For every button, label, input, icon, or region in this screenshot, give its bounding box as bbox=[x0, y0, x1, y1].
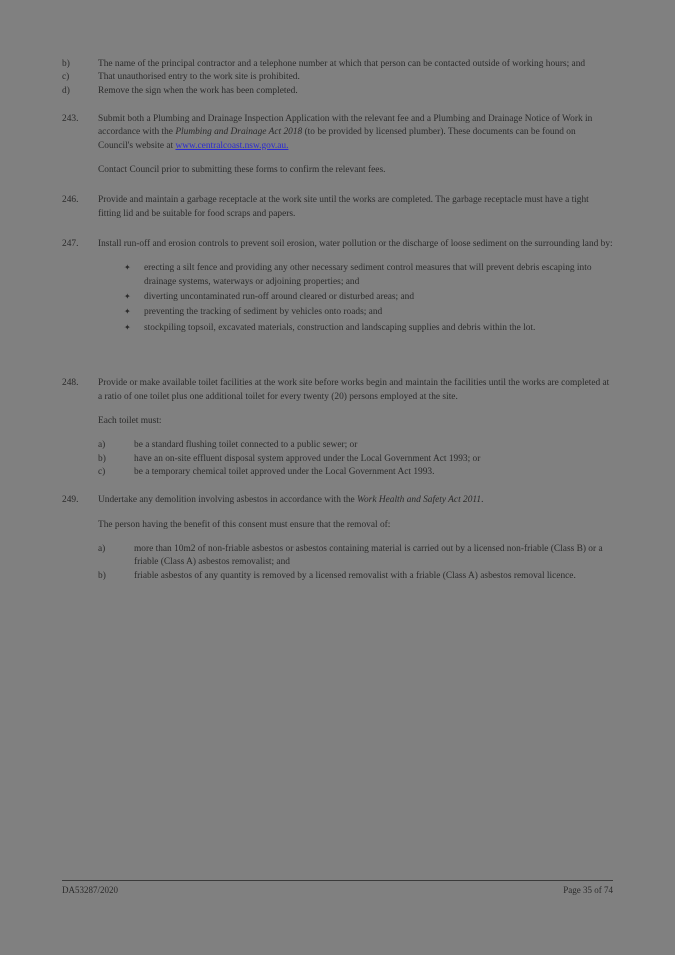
clause-text: Install run-off and erosion controls to prevent soil erosion, water pollution or the discharge of loose sediment on the surrounding land by: bbox=[98, 239, 613, 250]
list-item-label: c) bbox=[62, 72, 70, 83]
list-item-text: Remove the sign when the work has been completed. bbox=[98, 85, 298, 96]
clause-248 bbox=[62, 377, 613, 428]
list-item-label: b) bbox=[62, 59, 70, 69]
clause-247 bbox=[62, 238, 613, 251]
list-item bbox=[62, 85, 613, 98]
list-item-text: be a standard flushing toilet connected to a public sewer; or bbox=[134, 440, 358, 451]
bullet-text: stockpiling topsoil, excavated materials, construction and landscaping supplies and debris within the lot. bbox=[144, 322, 536, 333]
list-item bbox=[62, 58, 613, 71]
clause-number: 243. bbox=[62, 114, 79, 125]
bullet-text: erecting a silt fence and providing any other necessary sediment control measures that will prevent debris escaping into drainage systems, waterways or adjoining properties; and bbox=[144, 263, 592, 287]
list-item-text: friable asbestos of any quantity is removed by a licensed removalist with a friable (Class A) asbestos removal licence. bbox=[134, 570, 576, 581]
page-footer bbox=[62, 880, 613, 897]
bullet-item bbox=[124, 262, 613, 289]
clause-number: 246. bbox=[62, 195, 79, 206]
footer-document-reference: DA53287/2020 bbox=[62, 885, 118, 896]
list-item bbox=[98, 466, 613, 479]
clause-text-part1: Undertake any demolition involving asbestos in accordance with the bbox=[98, 495, 358, 506]
list-item-label: b) bbox=[98, 453, 106, 464]
list-item-label: c) bbox=[98, 466, 106, 477]
list-item-label: d) bbox=[62, 85, 70, 96]
diamond-bullet-icon: ✦ bbox=[124, 263, 131, 273]
bullet-text: diverting uncontaminated run-off around cleared or disturbed areas; and bbox=[144, 292, 415, 303]
clause-248-alpha-list bbox=[98, 439, 613, 479]
clause-247-bullets bbox=[124, 262, 613, 335]
council-website-link[interactable]: www.centralcoast.nsw.gov.au. bbox=[175, 140, 289, 151]
spacer bbox=[62, 337, 613, 377]
list-item bbox=[62, 71, 613, 84]
clause-text-part2: (to be provided by licensed plumber). These documents can be found on Council's website at bbox=[98, 127, 576, 151]
clause-body: Provide and maintain a garbage receptacle at the work site until the works are completed. The garbage receptacle must have a tight fitting lid and be suitable for food scraps and papers. bbox=[98, 195, 589, 219]
clause-249 bbox=[62, 494, 613, 532]
top-lettered-list bbox=[62, 58, 613, 98]
list-item bbox=[98, 543, 613, 570]
clause-243-follow: Contact Council prior to submitting these forms to confirm the relevant fees. bbox=[98, 165, 386, 176]
clause-body bbox=[98, 494, 613, 532]
diamond-bullet-icon: ✦ bbox=[124, 292, 131, 302]
spacer bbox=[62, 479, 613, 494]
bullet-item bbox=[124, 306, 613, 319]
clause-249-alpha-list bbox=[98, 543, 613, 583]
diamond-bullet-icon: ✦ bbox=[124, 307, 131, 317]
spacer bbox=[62, 179, 613, 194]
clause-text-italic: Plumbing and Drainage Act 2018 bbox=[175, 127, 303, 138]
clause-text-part1: Submit both a Plumbing and Drainage Inspection Application with the relevant fee and a Plumbing and Drainage Notice of Work in accordance with the bbox=[98, 114, 593, 138]
footer-page-number: Page 35 of 74 bbox=[563, 885, 613, 896]
diamond-bullet-icon: ✦ bbox=[124, 322, 131, 332]
clause-248-follow: Each toilet must: bbox=[98, 415, 162, 426]
bullet-item bbox=[124, 291, 613, 304]
clause-243 bbox=[62, 113, 613, 177]
clause-body bbox=[98, 113, 613, 177]
list-item bbox=[98, 453, 613, 466]
list-item bbox=[98, 570, 613, 583]
clause-text: Provide or make available toilet facilities at the work site before works begin and maintain the facilities until the works are completed at a ratio of one toilet plus one additional toilet for every twenty (20) persons employed at the site. bbox=[98, 378, 610, 402]
list-item-text: The name of the principal contractor and a telephone number at which that person can be contacted outside of working hours; and bbox=[98, 59, 586, 69]
list-item bbox=[98, 439, 613, 452]
bullet-text: preventing the tracking of sediment by vehicles onto roads; and bbox=[144, 307, 383, 318]
clause-number: 249. bbox=[62, 495, 79, 506]
bullet-item bbox=[124, 322, 613, 335]
spacer bbox=[62, 98, 613, 113]
list-item-label: a) bbox=[98, 440, 106, 451]
clause-body bbox=[98, 238, 613, 251]
list-item-label: a) bbox=[98, 543, 106, 554]
clause-246 bbox=[62, 194, 613, 221]
clause-text-italic: Work Health and Safety Act 2011 bbox=[357, 495, 482, 506]
list-item-text: have an on-site effluent disposal system approved under the Local Government Act 1993; or bbox=[134, 453, 481, 464]
clause-body bbox=[98, 377, 613, 428]
clause-number: 247. bbox=[62, 239, 79, 250]
list-item-text: be a temporary chemical toilet approved under the Local Government Act 1993. bbox=[134, 466, 435, 477]
list-item-text: That unauthorised entry to the work site is prohibited. bbox=[98, 72, 300, 83]
clause-249-follow: The person having the benefit of this consent must ensure that the removal of: bbox=[98, 519, 391, 530]
list-item-text: more than 10m2 of non-friable asbestos or asbestos containing material is carried out by a licensed non-friable (Class B) or a friable (Class A) asbestos removalist; and bbox=[134, 543, 603, 568]
list-item-label: b) bbox=[98, 570, 106, 581]
clause-text-part2: . bbox=[481, 495, 484, 506]
spacer bbox=[62, 223, 613, 238]
clause-number: 248. bbox=[62, 378, 79, 389]
